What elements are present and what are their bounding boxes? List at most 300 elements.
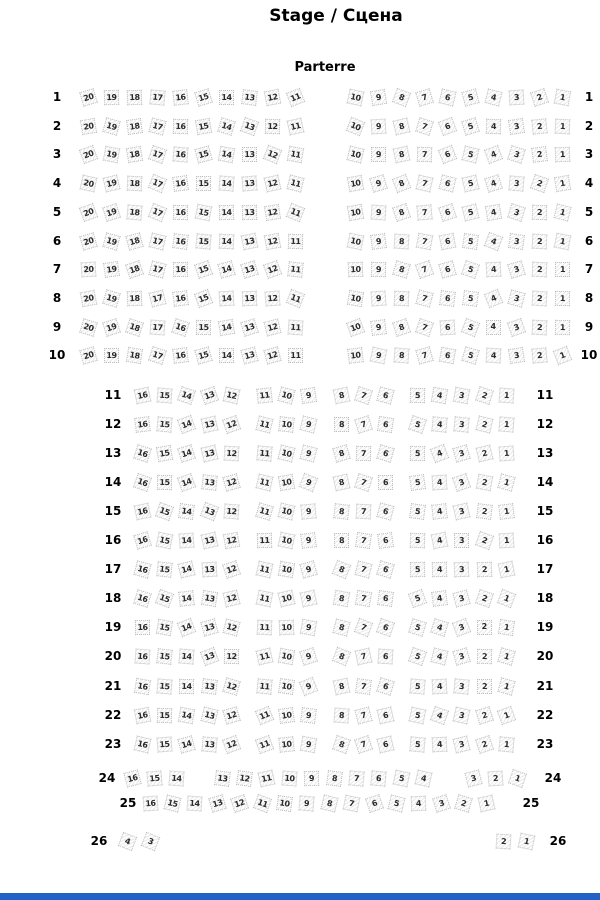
seat-row23-7[interactable] — [354, 734, 373, 753]
seat-row15-12[interactable] — [224, 503, 240, 519]
seat-row14-7[interactable] — [354, 473, 373, 492]
seat-row19-3[interactable] — [452, 617, 471, 636]
seat-row17-2[interactable] — [476, 561, 491, 576]
seat-row7-18[interactable] — [124, 259, 143, 278]
seat-row5-2[interactable] — [531, 204, 546, 219]
seat-row23-6[interactable] — [377, 735, 395, 753]
seat-row16-10[interactable] — [278, 531, 296, 549]
seat-row21-14[interactable] — [179, 678, 194, 693]
seat-row4-10[interactable] — [346, 174, 363, 191]
seat-row15-7[interactable] — [356, 503, 372, 519]
seat-row6-16[interactable] — [172, 233, 189, 250]
seat-row18-9[interactable] — [300, 589, 318, 607]
seat-row8-18[interactable] — [126, 290, 142, 306]
seat-row16-1[interactable] — [499, 532, 515, 548]
seat-row11-6[interactable] — [377, 386, 395, 404]
seat-row12-13[interactable] — [200, 415, 218, 433]
seat-row16-4[interactable] — [431, 531, 449, 549]
seat-row14-12[interactable] — [222, 473, 241, 492]
seat-row7-6[interactable] — [438, 260, 456, 278]
seat-row9-8[interactable] — [391, 317, 410, 336]
seat-row12-7[interactable] — [354, 415, 373, 434]
seat-row7-1[interactable] — [554, 261, 569, 276]
seat-row5-11[interactable] — [285, 202, 304, 221]
seat-row5-18[interactable] — [126, 204, 142, 220]
seat-row25-16[interactable] — [142, 795, 158, 811]
seat-row9-12[interactable] — [263, 318, 281, 336]
seat-row9-10[interactable] — [345, 317, 364, 336]
seat-row23-8[interactable] — [331, 734, 350, 753]
seat-row8-5[interactable] — [462, 290, 479, 307]
seat-row21-1[interactable] — [497, 677, 515, 695]
seat-row11-9[interactable] — [300, 386, 317, 403]
seat-row7-16[interactable] — [172, 261, 187, 276]
seat-row25-13[interactable] — [208, 794, 227, 813]
seat-row15-5[interactable] — [409, 503, 426, 520]
seat-row12-16[interactable] — [134, 416, 151, 433]
seat-row18-8[interactable] — [332, 589, 349, 606]
seat-row26-2[interactable] — [495, 833, 511, 849]
seat-row26-1[interactable] — [517, 832, 535, 850]
seat-row10-4[interactable] — [485, 347, 501, 363]
seat-row14-16[interactable] — [132, 472, 151, 491]
seat-row3-14[interactable] — [217, 145, 234, 162]
seat-row8-17[interactable] — [148, 289, 166, 307]
seat-row4-17[interactable] — [147, 173, 167, 193]
seat-row21-13[interactable] — [201, 678, 218, 695]
seat-row13-4[interactable] — [430, 443, 449, 462]
seat-row24-12[interactable] — [236, 770, 253, 787]
seat-row6-12[interactable] — [263, 232, 280, 249]
seat-row18-14[interactable] — [178, 590, 195, 607]
seat-row5-4[interactable] — [484, 203, 501, 220]
seat-row10-6[interactable] — [438, 346, 455, 363]
seat-row21-16[interactable] — [133, 677, 150, 694]
seat-row22-4[interactable] — [430, 705, 449, 724]
seat-row12-8[interactable] — [333, 416, 348, 431]
seat-row9-6[interactable] — [439, 319, 455, 335]
seat-row13-13[interactable] — [200, 444, 218, 462]
seat-row3-9[interactable] — [370, 146, 385, 161]
seat-row2-3[interactable] — [507, 117, 524, 134]
seat-row6-20[interactable] — [79, 232, 98, 251]
seat-row6-19[interactable] — [102, 232, 120, 250]
seat-row21-4[interactable] — [431, 678, 447, 694]
seat-row4-18[interactable] — [126, 175, 142, 191]
seat-row7-5[interactable] — [460, 259, 479, 278]
seat-row18-16[interactable] — [133, 589, 152, 608]
seat-row15-3[interactable] — [453, 502, 471, 520]
seat-row13-1[interactable] — [499, 445, 515, 461]
seat-row12-10[interactable] — [278, 416, 295, 433]
seat-row8-13[interactable] — [241, 290, 257, 306]
seat-row8-9[interactable] — [370, 290, 386, 306]
seat-row7-9[interactable] — [370, 261, 385, 276]
seat-row17-9[interactable] — [300, 560, 319, 579]
seat-row25-12[interactable] — [230, 793, 249, 812]
seat-row15-8[interactable] — [333, 503, 350, 520]
seat-row12-2[interactable] — [475, 415, 493, 433]
seat-row5-7[interactable] — [416, 204, 432, 220]
seat-row11-16[interactable] — [133, 386, 151, 404]
seat-row11-13[interactable] — [200, 385, 219, 404]
seat-row10-2[interactable] — [531, 347, 547, 363]
seat-row11-14[interactable] — [177, 385, 196, 404]
seat-row14-10[interactable] — [278, 473, 295, 490]
seat-row2-18[interactable] — [126, 118, 143, 135]
seat-row11-7[interactable] — [354, 386, 373, 405]
seat-row6-1[interactable] — [553, 232, 571, 250]
seat-row25-6[interactable] — [364, 793, 383, 812]
seat-row10-1[interactable] — [552, 345, 571, 364]
seat-row17-12[interactable] — [222, 559, 241, 578]
seat-row18-11[interactable] — [255, 589, 273, 607]
seat-row2-13[interactable] — [239, 116, 258, 135]
seat-row13-2[interactable] — [475, 444, 493, 462]
seat-row8-12[interactable] — [264, 290, 280, 306]
seat-row4-13[interactable] — [241, 175, 257, 191]
seat-row10-20[interactable] — [79, 346, 98, 365]
seat-row11-3[interactable] — [453, 386, 471, 404]
seat-row25-2[interactable] — [454, 794, 473, 813]
seat-row8-10[interactable] — [346, 289, 363, 306]
seat-row22-11[interactable] — [254, 705, 273, 724]
seat-row10-18[interactable] — [125, 346, 142, 363]
seat-row25-3[interactable] — [432, 794, 451, 813]
seat-row4-16[interactable] — [172, 175, 189, 192]
seat-row3-16[interactable] — [172, 146, 188, 162]
seat-row1-20[interactable] — [79, 88, 98, 107]
seat-row8-16[interactable] — [172, 290, 189, 307]
seat-row5-16[interactable] — [172, 204, 187, 219]
seat-row10-19[interactable] — [103, 347, 118, 362]
seat-row23-2[interactable] — [475, 735, 494, 754]
seat-row17-11[interactable] — [255, 560, 273, 578]
seat-row22-13[interactable] — [200, 706, 218, 724]
seat-row2-17[interactable] — [148, 117, 166, 135]
seat-row24-4[interactable] — [415, 769, 433, 787]
seat-row20-8[interactable] — [331, 646, 350, 665]
seat-row8-11[interactable] — [285, 288, 304, 307]
seat-row26-4[interactable] — [117, 831, 136, 850]
seat-row25-1[interactable] — [477, 794, 495, 812]
seat-row4-7[interactable] — [415, 174, 433, 192]
seat-row6-3[interactable] — [507, 232, 524, 249]
seat-row16-13[interactable] — [200, 531, 218, 549]
seat-row19-6[interactable] — [376, 617, 395, 636]
seat-row3-19[interactable] — [102, 145, 120, 163]
seat-row16-16[interactable] — [133, 531, 152, 550]
seat-row1-15[interactable] — [194, 88, 213, 107]
seat-row7-7[interactable] — [414, 259, 433, 278]
seat-row24-3[interactable] — [464, 769, 482, 787]
seat-row6-10[interactable] — [346, 232, 364, 250]
seat-row20-2[interactable] — [477, 648, 492, 663]
seat-row25-10[interactable] — [276, 794, 293, 811]
seat-row7-13[interactable] — [240, 260, 259, 279]
seat-row17-14[interactable] — [178, 560, 196, 578]
seat-row14-5[interactable] — [409, 474, 426, 491]
seat-row17-6[interactable] — [376, 560, 395, 579]
seat-row2-9[interactable] — [370, 118, 386, 134]
seat-row23-5[interactable] — [409, 736, 425, 752]
seat-row7-3[interactable] — [507, 260, 526, 279]
seat-row10-17[interactable] — [148, 346, 167, 365]
seat-row16-7[interactable] — [355, 531, 372, 548]
seat-row6-13[interactable] — [240, 232, 258, 250]
seat-row4-9[interactable] — [369, 174, 388, 193]
seat-row9-11[interactable] — [287, 319, 303, 335]
seat-row2-4[interactable] — [485, 118, 500, 133]
seat-row5-8[interactable] — [391, 202, 410, 221]
seat-row7-8[interactable] — [392, 260, 411, 279]
seat-row24-16[interactable] — [123, 769, 141, 787]
seat-row9-16[interactable] — [171, 318, 190, 337]
seat-row18-15[interactable] — [155, 588, 174, 607]
seat-row7-14[interactable] — [217, 260, 235, 278]
seat-row15-2[interactable] — [476, 503, 493, 520]
seat-row3-17[interactable] — [147, 144, 166, 163]
seat-row12-6[interactable] — [377, 415, 394, 432]
seat-row4-19[interactable] — [102, 174, 120, 192]
seat-row16-9[interactable] — [300, 532, 317, 549]
seat-row20-7[interactable] — [354, 647, 372, 665]
seat-row25-5[interactable] — [387, 794, 405, 812]
seat-row25-4[interactable] — [411, 795, 427, 811]
seat-row4-1[interactable] — [553, 174, 570, 191]
seat-row10-15[interactable] — [194, 346, 212, 364]
seat-row12-11[interactable] — [255, 415, 273, 433]
seat-row1-4[interactable] — [484, 88, 502, 106]
seat-row10-14[interactable] — [218, 347, 233, 362]
seat-row9-18[interactable] — [125, 318, 144, 337]
seat-row8-1[interactable] — [554, 290, 569, 305]
seat-row6-2[interactable] — [531, 233, 547, 249]
seat-row3-5[interactable] — [461, 145, 479, 163]
seat-row12-12[interactable] — [222, 414, 241, 433]
seat-row7-17[interactable] — [148, 260, 166, 278]
seat-row7-15[interactable] — [193, 259, 212, 278]
seat-row14-11[interactable] — [255, 473, 273, 491]
seat-row17-8[interactable] — [331, 559, 351, 579]
seat-row20-14[interactable] — [179, 648, 195, 664]
seat-row11-2[interactable] — [475, 386, 494, 405]
seat-row2-7[interactable] — [415, 117, 434, 136]
seat-row21-8[interactable] — [332, 677, 350, 695]
seat-row4-11[interactable] — [286, 174, 304, 192]
seat-row8-19[interactable] — [102, 289, 121, 308]
seat-row21-7[interactable] — [355, 678, 372, 695]
seat-row12-5[interactable] — [408, 415, 427, 434]
seat-row5-6[interactable] — [438, 203, 457, 222]
seat-row3-18[interactable] — [125, 145, 142, 162]
seat-row15-14[interactable] — [178, 503, 195, 520]
seat-row3-1[interactable] — [554, 146, 570, 162]
seat-row10-11[interactable] — [287, 347, 302, 362]
seat-row17-7[interactable] — [354, 560, 372, 578]
seat-row5-12[interactable] — [263, 203, 280, 220]
seat-row14-1[interactable] — [497, 473, 515, 491]
seat-row22-7[interactable] — [354, 706, 372, 724]
seat-row2-6[interactable] — [437, 116, 456, 135]
seat-row3-11[interactable] — [286, 145, 303, 162]
seat-row25-8[interactable] — [320, 794, 338, 812]
seat-row23-13[interactable] — [201, 736, 217, 752]
seat-row15-13[interactable] — [199, 501, 218, 520]
seat-row7-2[interactable] — [531, 261, 547, 277]
seat-row11-8[interactable] — [332, 386, 350, 404]
seat-row15-16[interactable] — [133, 502, 151, 520]
seat-row6-17[interactable] — [148, 232, 166, 250]
seat-row1-14[interactable] — [218, 89, 233, 104]
seat-row20-11[interactable] — [255, 647, 273, 665]
seat-row22-6[interactable] — [377, 706, 395, 724]
seat-row24-5[interactable] — [392, 769, 410, 787]
seat-row2-5[interactable] — [461, 117, 480, 136]
seat-row16-12[interactable] — [223, 531, 240, 548]
seat-row1-1[interactable] — [553, 88, 571, 106]
seat-row12-9[interactable] — [300, 415, 318, 433]
seat-row22-1[interactable] — [497, 705, 516, 724]
seat-row24-9[interactable] — [304, 770, 319, 785]
seat-row5-20[interactable] — [78, 202, 97, 221]
seat-row6-4[interactable] — [483, 231, 502, 250]
seat-row3-2[interactable] — [531, 146, 548, 163]
seat-row13-16[interactable] — [133, 444, 152, 463]
seat-row8-4[interactable] — [483, 288, 503, 308]
seat-row22-5[interactable] — [408, 706, 426, 724]
seat-row2-16[interactable] — [172, 118, 187, 133]
seat-row12-1[interactable] — [498, 416, 514, 432]
seat-row8-14[interactable] — [218, 290, 234, 306]
seat-row19-10[interactable] — [279, 619, 295, 635]
seat-row24-13[interactable] — [214, 770, 231, 787]
seat-row5-9[interactable] — [370, 204, 386, 220]
seat-row25-14[interactable] — [187, 795, 203, 811]
seat-row6-6[interactable] — [438, 232, 456, 250]
seat-row5-1[interactable] — [553, 203, 571, 221]
seat-row2-8[interactable] — [392, 117, 410, 135]
seat-row21-10[interactable] — [278, 677, 295, 694]
seat-row20-13[interactable] — [199, 646, 218, 665]
seat-row3-13[interactable] — [241, 146, 256, 161]
seat-row3-7[interactable] — [416, 146, 431, 161]
seat-row19-4[interactable] — [430, 618, 449, 637]
seat-row7-12[interactable] — [262, 259, 281, 278]
seat-row14-3[interactable] — [452, 472, 471, 491]
seat-row6-7[interactable] — [415, 232, 433, 250]
seat-row1-13[interactable] — [241, 89, 258, 106]
seat-row18-1[interactable] — [497, 588, 516, 607]
seat-row18-13[interactable] — [201, 589, 218, 606]
seat-row10-12[interactable] — [263, 346, 282, 365]
seat-row9-5[interactable] — [460, 317, 479, 336]
seat-row3-20[interactable] — [78, 144, 97, 163]
seat-row2-14[interactable] — [217, 117, 236, 136]
seat-row11-12[interactable] — [223, 386, 241, 404]
seat-row3-15[interactable] — [194, 145, 212, 163]
seat-row17-15[interactable] — [156, 561, 173, 578]
seat-row15-1[interactable] — [498, 503, 515, 520]
seat-row11-15[interactable] — [156, 387, 172, 403]
seat-row9-2[interactable] — [531, 319, 547, 335]
seat-row8-7[interactable] — [415, 289, 433, 307]
seat-row5-15[interactable] — [194, 203, 212, 221]
seat-row2-15[interactable] — [194, 117, 211, 134]
seat-row15-15[interactable] — [155, 501, 174, 520]
seat-row11-5[interactable] — [409, 387, 424, 402]
seat-row3-3[interactable] — [507, 145, 526, 164]
seat-row16-5[interactable] — [409, 532, 424, 547]
seat-row24-6[interactable] — [371, 770, 387, 786]
seat-row5-13[interactable] — [241, 204, 256, 219]
seat-row17-13[interactable] — [201, 561, 217, 577]
seat-row14-9[interactable] — [299, 472, 318, 491]
seat-row13-14[interactable] — [177, 444, 196, 463]
seat-row25-7[interactable] — [343, 794, 361, 812]
seat-row2-2[interactable] — [531, 118, 547, 134]
seat-row17-10[interactable] — [278, 560, 295, 577]
seat-row4-14[interactable] — [218, 175, 234, 191]
seat-row9-14[interactable] — [217, 318, 234, 335]
seat-row9-13[interactable] — [240, 318, 259, 337]
seat-row16-11[interactable] — [256, 532, 271, 547]
seat-row13-3[interactable] — [453, 444, 472, 463]
seat-row6-11[interactable] — [287, 233, 302, 248]
seat-row4-20[interactable] — [79, 174, 97, 192]
seat-row9-19[interactable] — [102, 318, 121, 337]
seat-row20-16[interactable] — [134, 648, 150, 664]
seat-row1-17[interactable] — [149, 89, 165, 105]
seat-row23-4[interactable] — [431, 736, 447, 752]
seat-row19-16[interactable] — [134, 619, 149, 634]
seat-row23-11[interactable] — [254, 734, 273, 753]
seat-row9-9[interactable] — [370, 319, 387, 336]
seat-row19-8[interactable] — [332, 618, 350, 636]
seat-row4-5[interactable] — [461, 174, 479, 192]
seat-row22-10[interactable] — [278, 706, 295, 723]
seat-row11-1[interactable] — [499, 387, 515, 403]
seat-row13-9[interactable] — [300, 444, 318, 462]
seat-row24-1[interactable] — [508, 768, 527, 787]
seat-row5-3[interactable] — [507, 203, 526, 222]
seat-row23-1[interactable] — [498, 736, 514, 752]
seat-row17-1[interactable] — [498, 560, 516, 578]
seat-row10-16[interactable] — [172, 347, 189, 364]
seat-row1-12[interactable] — [263, 88, 281, 106]
seat-row25-9[interactable] — [299, 795, 315, 811]
seat-row10-10[interactable] — [347, 347, 364, 364]
seat-row22-16[interactable] — [133, 706, 151, 724]
seat-row24-14[interactable] — [169, 770, 185, 786]
seat-row5-17[interactable] — [147, 202, 166, 221]
seat-row23-16[interactable] — [133, 735, 151, 753]
seat-row13-12[interactable] — [224, 445, 240, 461]
seat-row15-4[interactable] — [431, 503, 448, 520]
seat-row24-7[interactable] — [348, 770, 364, 786]
seat-row10-7[interactable] — [415, 346, 433, 364]
seat-row9-15[interactable] — [195, 319, 210, 334]
seat-row23-9[interactable] — [300, 735, 317, 752]
seat-row6-5[interactable] — [462, 233, 479, 250]
seat-row19-9[interactable] — [300, 618, 317, 635]
seat-row20-1[interactable] — [497, 647, 516, 666]
seat-row4-4[interactable] — [484, 174, 503, 193]
seat-row14-6[interactable] — [378, 474, 393, 489]
seat-row4-3[interactable] — [508, 175, 524, 191]
seat-row20-12[interactable] — [224, 648, 239, 663]
seat-row8-15[interactable] — [193, 288, 212, 307]
